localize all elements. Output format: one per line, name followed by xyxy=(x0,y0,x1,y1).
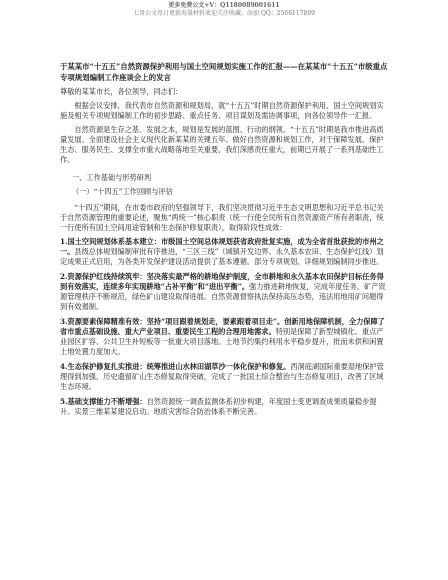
header-line-1: 更多免费公文+V：Q1180089001611 xyxy=(168,2,280,9)
item-body: 强力推进耕地恢复，完成年度任务。矿产资源管理秩序不断规范，绿色矿山建设取得进展。自然资源督察执法保持高压态势，违法用地用矿问题得到有效遏制。 xyxy=(60,282,386,311)
list-item xyxy=(60,397,390,417)
list-item xyxy=(60,237,390,267)
list-item xyxy=(60,272,390,312)
subsection-heading: （一）“十四五”工作回顾与评估 xyxy=(72,187,173,196)
document-header xyxy=(0,2,448,18)
item-heading: 5.基础支撑能力不断增强： xyxy=(60,397,147,406)
document-title: 于某某市“十五五”自然资源保护利用与国土空间规划实施工作的汇报——在某某市“十五五”市级重点专项规划编制工作座谈会上的发言 xyxy=(60,62,388,82)
list-item xyxy=(60,362,390,392)
item-body: 自然资源统一调查监测体系初步构建，年度国土变更调查成果质量稳步提升。实景三维某某建设启动。地质灾害综合防治体系不断完善。 xyxy=(60,397,377,416)
paragraph: “十四五”期间，在市委市政府的坚强领导下，我们坚决贯彻习近平生态文明思想和习近平总书记关于自然资源管理的重要论述，聚焦“两统一”核心职责（统一行使全民所有自然资源资产所有者职责，统一行使所有国土空间用途管制和生态保护修复职责），取得阶段性成效： xyxy=(60,203,384,232)
item-body: 西洞庭湖国际重要湿地保护管理得到加强，历史遗留矿山生态修复取得突破，完成了一批国土综合整治与生态修复项目，改善了区域生态环境。 xyxy=(60,362,384,391)
item-body: 特别是保障了新型城镇化、重点产业园区扩容、公共卫生补短板等一批重大项目落地。土地节约集约利用水平稳步提升，批而未供和闲置土地处置力度加大。 xyxy=(60,327,384,356)
item-heading: 2.资源保护红线持续筑牢：坚决落实最严格的耕地保护制度，全市耕地和永久基本农田保护目标任务得到有效落实，连续多年实现耕地“占补平衡”和“进出平衡”。 xyxy=(60,272,384,291)
item-body: 县级总体规划编制审批有序推进，“三区三线”（城镇开发边界、永久基本农田、生态保护红线）划定成果正式启用，为各类开发保护建设活动提供了基本遵循。部分专项规划、详细规划编制同步推进。 xyxy=(60,247,384,266)
item-heading: 3.资源要素保障精准有效：坚持“项目跟着规划走，要素跟着项目走”。创新用地保障机制，全力保障了省市重点基础设施、重大产业项目、重要民生工程的合理用地需求。 xyxy=(60,317,385,336)
paragraph: 根据会议安排，我代表市自然资源和规划局，就“十五五”时期自然资源保护利用、国土空间规划实施及相关专项规划编制工作的初步思路、重点任务、项目谋划及需协调事项，向各位领导作一汇报。 xyxy=(60,101,384,120)
item-heading: 4.生态保护修复扎实推进：统筹推进山水林田湖草沙一体化保护和修复。 xyxy=(60,362,291,371)
item-heading: 1.国土空间规划体系基本建立：市级国土空间总体规划获省政府批复实施，成为全省首批获批的市州之一。 xyxy=(60,237,384,256)
document-body xyxy=(60,62,390,422)
header-line-2: 七哥公文母日更新海量材料欢迎关注收藏。添加 QQ：2566117809 xyxy=(133,10,315,17)
list-item xyxy=(60,317,390,357)
paragraph: 自然资源是生存之基、发展之本，规划是发展的蓝图、行动的纲领。“十五五”时期是我市推进高质量发展、全面建设社会主义现代化新某某的关键五年。做好自然资源和规划工作，对于保障发展、保护生态、服务民生、支撑全市重大战略落地至关重要，我们深感责任重大，前期已开展了一系列基础性工作。 xyxy=(60,125,384,164)
section-heading: 一、工作基础与形势研判 xyxy=(72,173,152,182)
salutation: 尊敬的某某市长，各位领导，同志们： xyxy=(60,87,183,96)
